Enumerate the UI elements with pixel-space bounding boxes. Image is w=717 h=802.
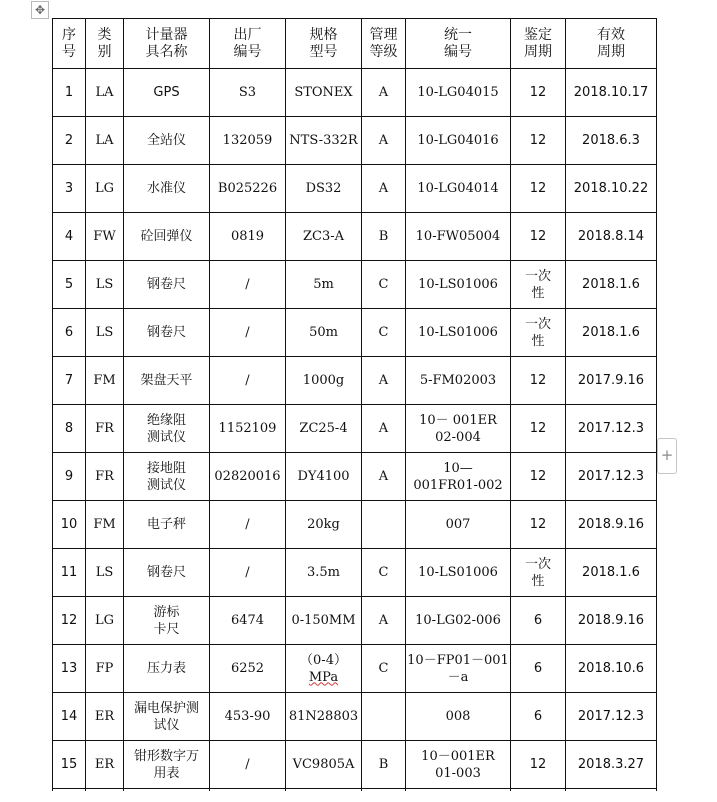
cell-serial-no[interactable]: 1: [53, 69, 86, 117]
table-row: [53, 309, 657, 357]
cell-spec-model[interactable]: VC9805A: [286, 741, 362, 789]
cell-spec-model[interactable]: 0-150MM: [286, 597, 362, 645]
table-row: [53, 405, 657, 453]
cell-spec-model[interactable]: 3.5m: [286, 549, 362, 597]
cell-category[interactable]: LS: [86, 261, 124, 309]
header-management-level: 管理 等级: [362, 19, 406, 69]
cell-verification-period[interactable]: 12: [511, 117, 566, 165]
table-row: [53, 357, 657, 405]
cell-serial-no[interactable]: 7: [53, 357, 86, 405]
cell-serial-no[interactable]: 6: [53, 309, 86, 357]
cell-unified-no[interactable]: 007: [406, 501, 511, 549]
cell-category[interactable]: LG: [86, 597, 124, 645]
header-verification-period: 鉴定 周期: [511, 19, 566, 69]
cell-cutoff: [362, 789, 406, 792]
cell-management-level[interactable]: C: [362, 549, 406, 597]
table-row: [53, 645, 657, 693]
cell-instrument-name[interactable]: 接地阻 测试仪: [124, 453, 210, 501]
cell-verification-period[interactable]: 12: [511, 405, 566, 453]
cell-instrument-name[interactable]: 砼回弹仪: [124, 213, 210, 261]
cell-instrument-name[interactable]: 钢卷尺: [124, 261, 210, 309]
cell-instrument-name[interactable]: 压力表: [124, 645, 210, 693]
table-row: [53, 453, 657, 501]
cell-valid-until[interactable]: 2017.9.16: [566, 357, 657, 405]
cell-valid-until[interactable]: 2017.12.3: [566, 453, 657, 501]
cell-category[interactable]: FW: [86, 213, 124, 261]
table-row: [53, 165, 657, 213]
cell-cutoff: [511, 789, 566, 792]
cell-factory-no[interactable]: 6252: [210, 645, 286, 693]
table-row: [53, 597, 657, 645]
cell-spec-model[interactable]: （0-4） MPa: [286, 645, 362, 693]
cell-valid-until[interactable]: 2017.12.3: [566, 693, 657, 741]
cell-spec-model[interactable]: NTS-332R: [286, 117, 362, 165]
cell-factory-no[interactable]: /: [210, 309, 286, 357]
cell-management-level[interactable]: [362, 501, 406, 549]
cell-unified-no[interactable]: 10-LS01006: [406, 309, 511, 357]
cell-management-level[interactable]: A: [362, 453, 406, 501]
cell-valid-until[interactable]: 2018.9.16: [566, 501, 657, 549]
cell-valid-until[interactable]: 2018.1.6: [566, 261, 657, 309]
cell-spec-model[interactable]: ZC25-4: [286, 405, 362, 453]
cell-valid-until[interactable]: 2018.10.17: [566, 69, 657, 117]
instrument-registry-table: [52, 18, 657, 791]
cell-verification-period[interactable]: 12: [511, 213, 566, 261]
header-serial-no: 序 号: [53, 19, 86, 69]
cell-valid-until[interactable]: 2017.12.3: [566, 405, 657, 453]
cell-factory-no[interactable]: 02820016: [210, 453, 286, 501]
cell-category[interactable]: ER: [86, 741, 124, 789]
table-row: [53, 213, 657, 261]
cell-cutoff: [124, 789, 210, 792]
cell-serial-no[interactable]: 15: [53, 741, 86, 789]
cell-category[interactable]: FM: [86, 501, 124, 549]
cell-serial-no[interactable]: 9: [53, 453, 86, 501]
cell-management-level[interactable]: [362, 693, 406, 741]
cell-category[interactable]: FR: [86, 405, 124, 453]
cell-verification-period[interactable]: 一次 性: [511, 309, 566, 357]
cell-valid-until[interactable]: 2018.8.14: [566, 213, 657, 261]
cell-category[interactable]: LA: [86, 69, 124, 117]
cell-valid-until[interactable]: 2018.9.16: [566, 597, 657, 645]
cell-management-level[interactable]: C: [362, 261, 406, 309]
cell-verification-period[interactable]: 一次 性: [511, 549, 566, 597]
cell-factory-no[interactable]: S3: [210, 69, 286, 117]
cell-category[interactable]: FR: [86, 453, 124, 501]
table-body: [53, 69, 657, 792]
cell-factory-no[interactable]: /: [210, 357, 286, 405]
cell-spec-model[interactable]: 20kg: [286, 501, 362, 549]
cell-category[interactable]: LA: [86, 117, 124, 165]
cell-instrument-name[interactable]: 钢卷尺: [124, 549, 210, 597]
cell-category[interactable]: ER: [86, 693, 124, 741]
cell-factory-no[interactable]: 0819: [210, 213, 286, 261]
cell-verification-period[interactable]: 6: [511, 645, 566, 693]
cell-management-level[interactable]: A: [362, 597, 406, 645]
cell-unified-no[interactable]: 10-LG04014: [406, 165, 511, 213]
add-column-button[interactable]: +: [657, 438, 677, 474]
header-unified-no: 统一 编号: [406, 19, 511, 69]
cell-cutoff: [53, 789, 86, 792]
cell-spec-model[interactable]: 81N28803: [286, 693, 362, 741]
cell-factory-no[interactable]: /: [210, 549, 286, 597]
table-row: [53, 741, 657, 789]
cell-verification-period[interactable]: 12: [511, 741, 566, 789]
cell-management-level[interactable]: A: [362, 405, 406, 453]
cell-spec-model[interactable]: DS32: [286, 165, 362, 213]
cell-instrument-name[interactable]: 游标 卡尺: [124, 597, 210, 645]
cell-category[interactable]: FP: [86, 645, 124, 693]
cell-serial-no[interactable]: 5: [53, 261, 86, 309]
cell-spec-model[interactable]: 50m: [286, 309, 362, 357]
cell-instrument-name[interactable]: 钳形数字万 用表: [124, 741, 210, 789]
cell-unified-no[interactable]: 10-LS01006: [406, 549, 511, 597]
cell-management-level[interactable]: A: [362, 69, 406, 117]
cell-unified-no[interactable]: 10-LG04016: [406, 117, 511, 165]
cell-serial-no[interactable]: 2: [53, 117, 86, 165]
cell-verification-period[interactable]: 6: [511, 597, 566, 645]
table-row: [53, 501, 657, 549]
table-row: [53, 117, 657, 165]
cell-unified-no[interactable]: 10-LG02-006: [406, 597, 511, 645]
cell-category[interactable]: LS: [86, 549, 124, 597]
cell-factory-no[interactable]: /: [210, 261, 286, 309]
header-spec-model: 规格 型号: [286, 19, 362, 69]
cell-serial-no[interactable]: 8: [53, 405, 86, 453]
cell-instrument-name[interactable]: 漏电保护测 试仪: [124, 693, 210, 741]
cell-instrument-name[interactable]: 架盘天平: [124, 357, 210, 405]
cell-serial-no[interactable]: 12: [53, 597, 86, 645]
table-header-row: [53, 19, 657, 69]
cell-unified-no[interactable]: 10－FP01－001 －a: [406, 645, 511, 693]
cell-valid-until[interactable]: 2018.1.6: [566, 309, 657, 357]
cell-spec-model[interactable]: DY4100: [286, 453, 362, 501]
cell-serial-no[interactable]: 10: [53, 501, 86, 549]
cell-cutoff: [566, 789, 657, 792]
cell-management-level[interactable]: B: [362, 213, 406, 261]
cell-serial-no[interactable]: 3: [53, 165, 86, 213]
cell-valid-until[interactable]: 2018.10.22: [566, 165, 657, 213]
cell-management-level[interactable]: A: [362, 357, 406, 405]
cell-instrument-name[interactable]: GPS: [124, 69, 210, 117]
cell-unified-no[interactable]: 10-LG04015: [406, 69, 511, 117]
cell-verification-period[interactable]: 12: [511, 357, 566, 405]
cell-valid-until[interactable]: 2018.1.6: [566, 549, 657, 597]
cell-unified-no[interactable]: 10－001ER 01-003: [406, 741, 511, 789]
cell-verification-period[interactable]: 12: [511, 453, 566, 501]
cell-unified-no[interactable]: 5-FM02003: [406, 357, 511, 405]
table-row: [53, 549, 657, 597]
cell-instrument-name[interactable]: 绝缘阻 测试仪: [124, 405, 210, 453]
cell-factory-no[interactable]: /: [210, 501, 286, 549]
cell-spec-model[interactable]: ZC3-A: [286, 213, 362, 261]
cell-spec-model[interactable]: 5m: [286, 261, 362, 309]
cell-management-level[interactable]: A: [362, 165, 406, 213]
cell-unified-no[interactable]: 10－ 001ER 02-004: [406, 405, 511, 453]
cell-management-level[interactable]: B: [362, 741, 406, 789]
cell-unified-no[interactable]: 10-FW05004: [406, 213, 511, 261]
cell-serial-no[interactable]: 14: [53, 693, 86, 741]
cell-valid-until[interactable]: 2018.10.6: [566, 645, 657, 693]
cell-serial-no[interactable]: 4: [53, 213, 86, 261]
cell-instrument-name[interactable]: 钢卷尺: [124, 309, 210, 357]
table-row-cutoff: [53, 789, 657, 792]
cell-category[interactable]: LG: [86, 165, 124, 213]
cell-category[interactable]: FM: [86, 357, 124, 405]
cell-cutoff: [286, 789, 362, 792]
table-row: [53, 693, 657, 741]
cell-valid-until[interactable]: 2018.6.3: [566, 117, 657, 165]
cell-cutoff: [86, 789, 124, 792]
table-row: [53, 69, 657, 117]
cell-unified-no[interactable]: 10-LS01006: [406, 261, 511, 309]
cell-factory-no[interactable]: 1152109: [210, 405, 286, 453]
cell-serial-no[interactable]: 13: [53, 645, 86, 693]
cell-spec-model[interactable]: 1000g: [286, 357, 362, 405]
cell-instrument-name[interactable]: 电子秤: [124, 501, 210, 549]
cell-factory-no[interactable]: 132059: [210, 117, 286, 165]
cell-verification-period[interactable]: 12: [511, 165, 566, 213]
cell-instrument-name[interactable]: 水准仪: [124, 165, 210, 213]
header-factory-no: 出厂 编号: [210, 19, 286, 69]
cell-valid-until[interactable]: 2018.3.27: [566, 741, 657, 789]
header-valid-until: 有效 周期: [566, 19, 657, 69]
cell-cutoff: [406, 789, 511, 792]
cell-verification-period[interactable]: 6: [511, 693, 566, 741]
cell-verification-period[interactable]: 一次 性: [511, 261, 566, 309]
table-move-handle-icon[interactable]: ✥: [31, 1, 49, 19]
cell-unified-no[interactable]: 008: [406, 693, 511, 741]
cell-management-level[interactable]: C: [362, 645, 406, 693]
table-row: [53, 261, 657, 309]
cell-factory-no[interactable]: 6474: [210, 597, 286, 645]
cell-serial-no[interactable]: 11: [53, 549, 86, 597]
cell-verification-period[interactable]: 12: [511, 501, 566, 549]
cell-management-level[interactable]: A: [362, 117, 406, 165]
cell-unified-no[interactable]: 10— 001FR01-002: [406, 453, 511, 501]
header-instrument-name: 计量器 具名称: [124, 19, 210, 69]
cell-verification-period[interactable]: 12: [511, 69, 566, 117]
cell-factory-no[interactable]: B025226: [210, 165, 286, 213]
cell-cutoff: [210, 789, 286, 792]
cell-factory-no[interactable]: 453-90: [210, 693, 286, 741]
cell-category[interactable]: LS: [86, 309, 124, 357]
header-category: 类 别: [86, 19, 124, 69]
cell-instrument-name[interactable]: 全站仪: [124, 117, 210, 165]
cell-spec-model[interactable]: STONEX: [286, 69, 362, 117]
cell-factory-no[interactable]: /: [210, 741, 286, 789]
cell-management-level[interactable]: C: [362, 309, 406, 357]
